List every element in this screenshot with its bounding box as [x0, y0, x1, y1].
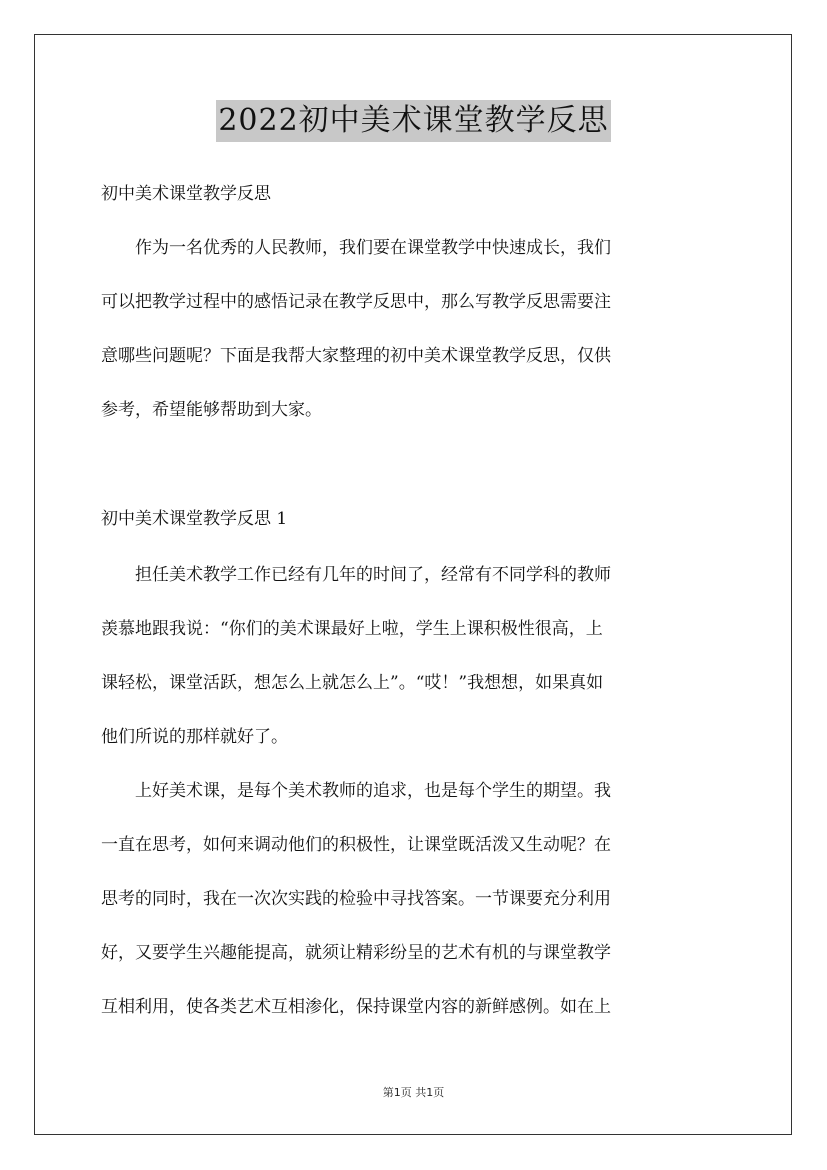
text-line: 好，又要学生兴趣能提高，就须让精彩纷呈的艺术有机的与课堂教学: [101, 943, 611, 963]
intro-paragraph: [101, 221, 726, 437]
text-line: 可以把教学过程中的感悟记录在教学反思中，那么写教学反思需要注: [101, 292, 611, 312]
text-line: 上好美术课，是每个美术教师的追求，也是每个学生的期望。我: [135, 781, 611, 801]
text-line: 他们所说的那样就好了。: [101, 727, 288, 747]
text-line: 课轻松，课堂活跃，想怎么上就怎么上”。“哎！”我想想，如果真如: [101, 673, 604, 693]
text-line: 一直在思考，如何来调动他们的积极性，让课堂既活泼又生动呢？在: [101, 835, 611, 855]
subheading: 初中美术课堂教学反思: [101, 184, 271, 204]
section-heading: 初中美术课堂教学反思 1: [101, 509, 288, 529]
text-line: 担任美术教学工作已经有几年的时间了，经常有不同学科的教师: [135, 565, 611, 585]
text-line: 互相利用，使各类艺术互相渗化，保持课堂内容的新鲜感例。如在上: [101, 997, 611, 1017]
document-title: 2022初中美术课堂教学反思: [216, 100, 610, 142]
paragraph-2: [101, 764, 726, 1034]
text-line: 思考的同时，我在一次次实践的检验中寻找答案。一节课要充分利用: [101, 889, 611, 909]
text-line: 羡慕地跟我说：“你们的美术课最好上啦，学生上课积极性很高，上: [101, 619, 603, 639]
text-line: 意哪些问题呢？下面是我帮大家整理的初中美术课堂教学反思，仅供: [101, 346, 611, 366]
title-container: [0, 100, 827, 142]
text-line: 参考，希望能够帮助到大家。: [101, 400, 322, 420]
page-footer: 第1页 共1页: [382, 1086, 445, 1099]
text-line: 作为一名优秀的人民教师，我们要在课堂教学中快速成长，我们: [135, 238, 611, 258]
paragraph-1: [101, 548, 726, 764]
